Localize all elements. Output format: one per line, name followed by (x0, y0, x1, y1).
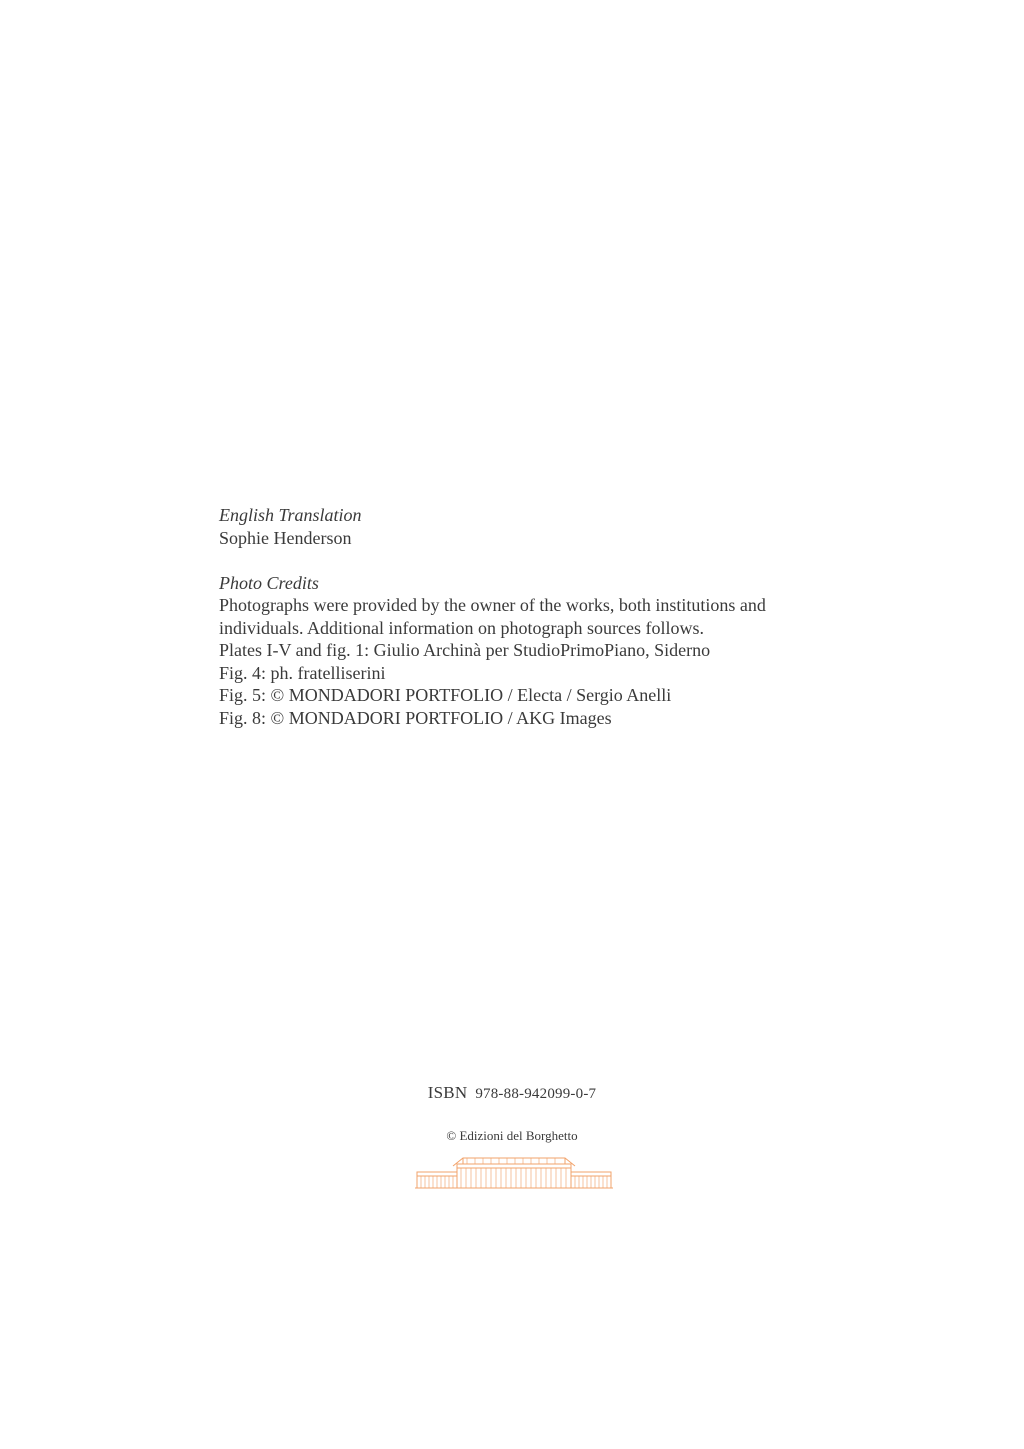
photo-credit-line: Photographs were provided by the owner of the works, both institutions and (219, 595, 766, 615)
photo-credit-line: Fig. 8: © MONDADORI PORTFOLIO / AKG Images (219, 707, 612, 728)
translator-name: Sophie Henderson (219, 527, 352, 548)
publisher-copyright: © Edizioni del Borghetto (446, 1128, 578, 1143)
isbn-number: 978-88-942099-0-7 (475, 1086, 597, 1102)
isbn-label: ISBN (427, 1083, 468, 1102)
spacer (219, 549, 919, 572)
translation-label: English Translation (219, 505, 362, 525)
photo-credits-label: Photo Credits (219, 572, 319, 593)
credits-block (219, 504, 919, 729)
isbn-line (0, 1083, 1024, 1103)
photo-credit-line: Fig. 5: © MONDADORI PORTFOLIO / Electa / Sergio Anelli (219, 685, 672, 705)
photo-credit-line: Plates I-V and fig. 1: Giulio Archinà per StudioPrimoPiano, Siderno (219, 640, 711, 660)
photo-credit-line: Fig. 4: ph. fratelliserini (219, 662, 386, 683)
publisher-building-logo (413, 1152, 615, 1190)
photo-credit-line: individuals. Additional information on photograph sources follows. (219, 617, 704, 638)
